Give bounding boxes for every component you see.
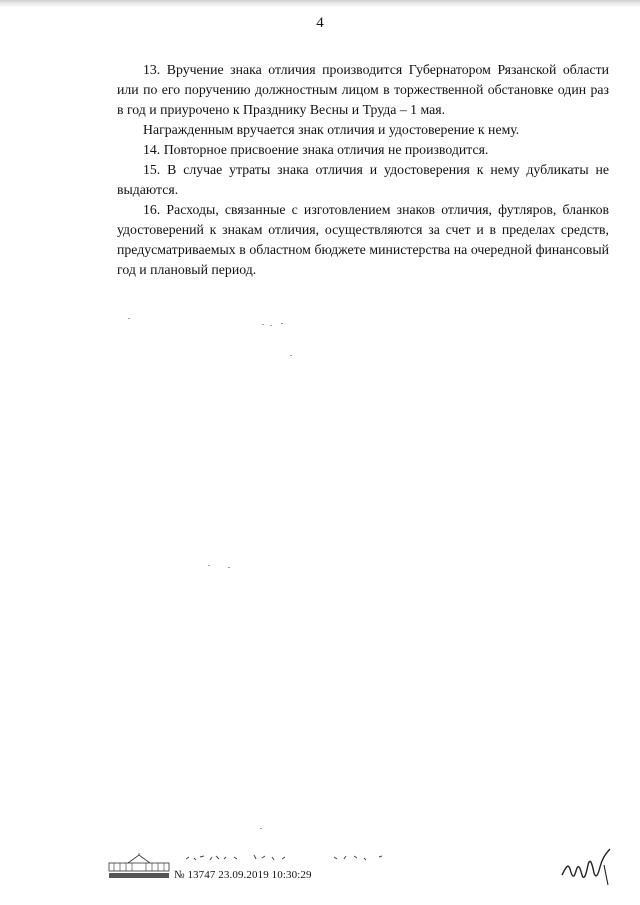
- government-building-logo: [108, 853, 170, 879]
- document-body: [117, 60, 609, 280]
- scan-speck: [290, 355, 292, 356]
- scan-edge: [0, 0, 640, 8]
- scan-speck: [270, 325, 272, 326]
- handwritten-signature: [558, 845, 618, 889]
- scan-speck: [262, 324, 264, 325]
- scan-speck: [281, 323, 283, 324]
- page-number: 4: [316, 15, 324, 31]
- document-footer: [100, 845, 620, 895]
- scan-speck: [208, 565, 210, 566]
- paragraph-13: 13. Вручение знака отличия производится Губернатором Рязанской области или по его поручению должностным лицом в торжественной обстановке один раз в год и приурочено к Празднику Весны и Труда – 1 мая.: [117, 62, 609, 117]
- scan-speck: [260, 828, 262, 829]
- scan-speck: [228, 567, 230, 568]
- paragraph-16: 16. Расходы, связанные с изготовлением знаков отличия, футляров, бланков удостоверений к знакам отличия, осуществляются за счет и в пределах средств, предусматриваемых в областном бюджете министерства на очередной финансовый год и плановый период.: [117, 202, 609, 277]
- scan-speck: [128, 318, 130, 319]
- registration-number: № 13747 23.09.2019 10:30:29: [174, 869, 312, 881]
- paragraph-13-continuation: Награжденным вручается знак отличия и удостоверение к нему.: [143, 122, 520, 137]
- footer-scribble-marks: [184, 849, 404, 869]
- paragraph-14: 14. Повторное присвоение знака отличия не производится.: [143, 142, 489, 157]
- paragraph-15: 15. В случае утраты знака отличия и удостоверения к нему дубликаты не выдаются.: [117, 162, 609, 197]
